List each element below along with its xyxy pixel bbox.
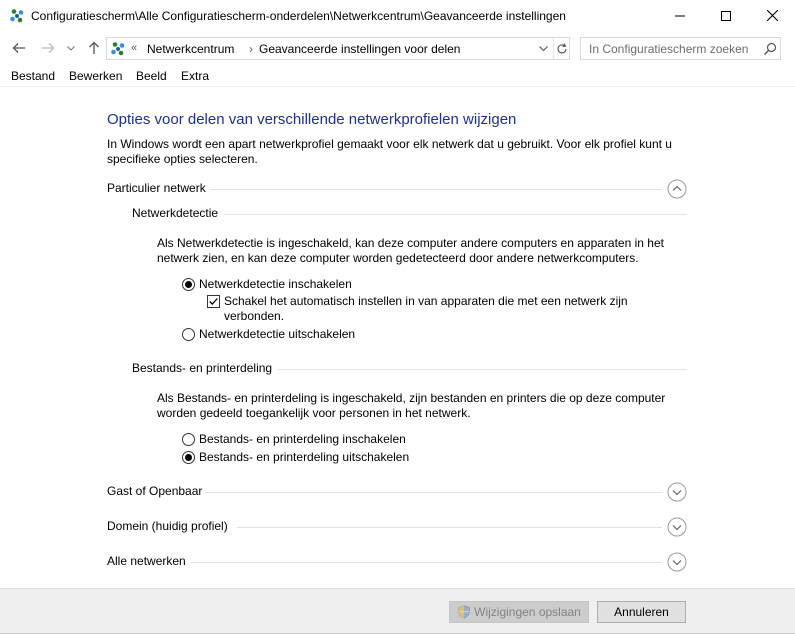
menu-view[interactable]: Beeld: [136, 69, 167, 83]
profile-private-label: Particulier netwerk: [107, 181, 212, 195]
auto-setup-label: Schakel het automatisch instellen in van apparaten die met een netwerk zijn verbonden.: [224, 294, 628, 323]
divider: [237, 527, 662, 528]
network-center-icon: [110, 41, 126, 57]
refresh-icon: [556, 43, 568, 55]
arrow-right-icon: [41, 42, 55, 54]
network-discovery-off-option[interactable]: [182, 327, 355, 343]
file-sharing-on-label: Bestands- en printerdeling inschakelen: [199, 432, 406, 446]
profile-all-label: Alle netwerken: [107, 554, 192, 568]
network-discovery-header: [132, 206, 687, 222]
checkmark-icon: [208, 296, 219, 307]
main-content: [0, 88, 795, 588]
chevron-up-circle-icon[interactable]: [667, 179, 687, 199]
breadcrumb-overflow[interactable]: «: [131, 42, 138, 54]
file-printer-sharing-description: Als Bestands- en printerdeling is ingeschakeld, zijn bestanden en printers die op deze computer worden gedeeld toegankelijk voor personen in het netwerk.: [157, 391, 666, 420]
profile-private-header[interactable]: [107, 181, 687, 199]
chevron-down-icon: [67, 46, 75, 51]
window-title: Configuratiescherm\Alle Configuratiescherm-onderdelen\Netwerkcentrum\Geavanceerde instellingen: [31, 9, 566, 23]
breadcrumb-separator[interactable]: ›: [249, 42, 253, 56]
divider: [224, 214, 687, 215]
back-button[interactable]: [9, 38, 29, 58]
close-icon: [767, 10, 778, 21]
file-sharing-off-radio[interactable]: [182, 451, 195, 464]
network-discovery-off-label: Netwerkdetectie uitschakelen: [199, 327, 356, 341]
file-sharing-off-label: Bestands- en printerdeling uitschakelen: [199, 450, 410, 464]
maximize-icon: [721, 11, 731, 21]
menu-file[interactable]: Bestand: [11, 69, 56, 83]
recent-locations-button[interactable]: [64, 38, 78, 58]
network-discovery-on-label: Netwerkdetectie inschakelen: [199, 277, 352, 291]
chevron-down-circle-icon[interactable]: [667, 517, 687, 537]
page-title: Opties voor delen van verschillende netwerkprofielen wijzigen: [107, 111, 517, 128]
profile-guest-header[interactable]: [107, 484, 687, 502]
divider: [191, 562, 662, 563]
close-button[interactable]: [749, 0, 795, 31]
file-printer-sharing-heading: Bestands- en printerdeling: [132, 361, 278, 375]
chevron-down-circle-icon[interactable]: [667, 482, 687, 502]
address-dropdown-button[interactable]: [534, 38, 552, 59]
breadcrumb-advanced-settings[interactable]: Geavanceerde instellingen voor delen: [259, 42, 461, 56]
chevron-down-icon: [539, 46, 548, 51]
uac-shield-icon: [457, 605, 471, 619]
address-bar[interactable]: [106, 37, 570, 60]
chevron-down-circle-icon[interactable]: [667, 552, 687, 572]
title-bar: [0, 0, 795, 32]
footer-bar: [0, 588, 795, 634]
file-sharing-on-option[interactable]: [182, 432, 406, 448]
file-sharing-off-option[interactable]: [182, 450, 409, 466]
arrow-left-icon: [12, 42, 26, 54]
navigation-bar: [0, 32, 795, 65]
profile-all-header[interactable]: [107, 554, 687, 572]
divider: [210, 189, 662, 190]
profile-guest-label: Gast of Openbaar: [107, 484, 208, 498]
network-discovery-off-radio[interactable]: [182, 328, 195, 341]
cancel-button[interactable]: Annuleren: [597, 601, 686, 623]
auto-setup-checkbox[interactable]: [207, 295, 220, 308]
network-discovery-description: Als Netwerkdetectie is ingeschakeld, kan deze computer andere computers en apparaten in het netwerk zien, en kan deze computer worden gedetecteerd door andere netwerkcomputers.: [157, 236, 664, 265]
page-intro: In Windows wordt een apart netwerkprofiel gemaakt voor elk netwerk dat u gebruikt. Voor elk profiel kunt u specifieke opties selecteren.: [107, 137, 672, 166]
minimize-icon: [675, 11, 685, 21]
divider: [205, 492, 662, 493]
breadcrumb-network-center[interactable]: Netwerkcentrum: [147, 42, 235, 56]
arrow-up-icon: [88, 41, 100, 55]
up-button[interactable]: [84, 38, 104, 58]
menu-bar: [0, 66, 795, 87]
auto-setup-option[interactable]: [207, 294, 657, 326]
maximize-button[interactable]: [703, 0, 749, 31]
network-discovery-on-radio[interactable]: [182, 278, 195, 291]
search-box[interactable]: [580, 37, 781, 60]
network-discovery-heading: Netwerkdetectie: [132, 206, 224, 220]
menu-tools[interactable]: Extra: [181, 69, 210, 83]
menu-edit[interactable]: Bewerken: [69, 69, 123, 83]
forward-button[interactable]: [38, 38, 58, 58]
minimize-button[interactable]: [657, 0, 703, 31]
save-changes-button[interactable]: [449, 601, 589, 623]
search-input[interactable]: [581, 38, 761, 59]
profile-domain-label: Domein (huidig profiel): [107, 519, 234, 533]
file-printer-sharing-header: [132, 361, 687, 377]
network-center-icon: [9, 8, 25, 24]
divider: [278, 369, 687, 370]
network-discovery-on-option[interactable]: [182, 277, 352, 293]
refresh-button[interactable]: [553, 38, 570, 59]
profile-domain-header[interactable]: [107, 519, 687, 537]
search-icon: [763, 42, 777, 56]
file-sharing-on-radio[interactable]: [182, 433, 195, 446]
save-changes-label: Wijzigingen opslaan: [474, 605, 581, 619]
